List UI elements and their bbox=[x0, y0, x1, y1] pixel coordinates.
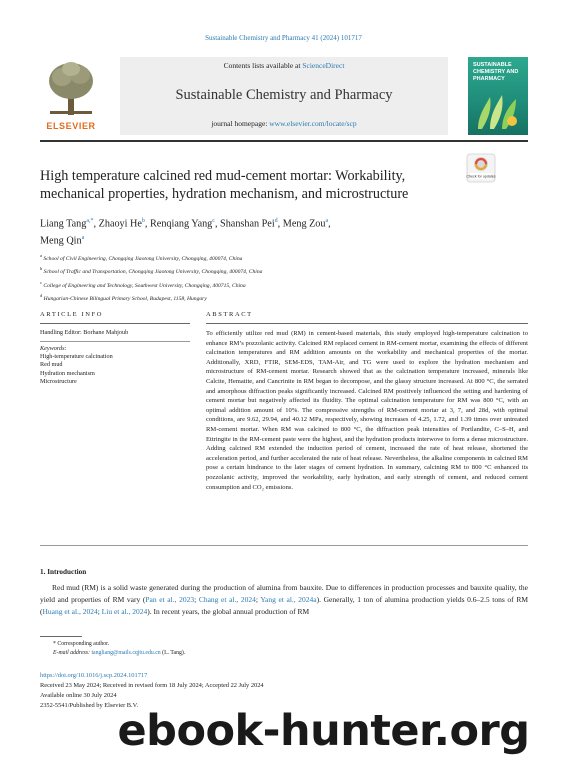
author-list: Liang Tang$^{a,*}$, Zhaoyi He$^b$, Renqiang Yang$^c$, Shanshan Pei$^d$, Meng Zou$^a$, Meng Qin$^a$ bbox=[40, 218, 331, 247]
keyword-list bbox=[40, 353, 113, 387]
footnote-rule bbox=[40, 636, 82, 637]
affiliation-key: a bbox=[40, 253, 42, 258]
intro-text-run: ; bbox=[194, 595, 199, 605]
abstract-heading: ABSTRACT bbox=[206, 311, 253, 318]
affiliation-text: School of Traffic and Transportation, Chongqing Jiaotong University, Chongqing, 400074, China bbox=[43, 269, 263, 276]
citation-link[interactable]: Yang et al., 2024a bbox=[260, 595, 317, 605]
affiliation-item bbox=[40, 278, 520, 291]
email-footnote bbox=[53, 650, 185, 656]
author-affil-marker[interactable]: b bbox=[141, 218, 145, 224]
keyword-item: Microstructure bbox=[40, 378, 77, 386]
keyword-item: Red mud bbox=[40, 361, 63, 369]
affiliation-item bbox=[40, 264, 520, 277]
doi-link[interactable]: https://doi.org/10.1016/j.scp.2024.101717 bbox=[40, 672, 148, 679]
author-affil-marker[interactable]: c bbox=[212, 218, 215, 224]
email-suffix: (L. Tang). bbox=[160, 650, 186, 656]
author-name[interactable]: Liang Tang bbox=[40, 218, 87, 230]
journal-title: Sustainable Chemistry and Pharmacy bbox=[175, 87, 393, 103]
contents-line bbox=[120, 61, 448, 70]
affiliation-text: Hungarian-Chinese Bilingual Primary School, Budapest, 1158, Hungary bbox=[43, 295, 207, 302]
affiliation-text: School of Civil Engineering, Chongqing Jiaotong University, Chongqing, 400074, China bbox=[43, 255, 243, 262]
keyword-item: High-temperature calcination bbox=[40, 353, 113, 360]
author-name[interactable]: Meng Zou bbox=[282, 218, 326, 230]
affiliation-list bbox=[40, 251, 520, 304]
citation-link[interactable]: Liu et al., 2024 bbox=[101, 607, 148, 617]
journal-cover-thumbnail[interactable] bbox=[468, 57, 528, 135]
intro-text-run: ). Generally, 1 ton of alumina production yields 0.6–2.5 tons of RM ( bbox=[40, 595, 528, 617]
elsevier-logo[interactable] bbox=[40, 61, 102, 133]
affiliation-text: College of Engineering and Technology, Southwest University, Chongqing, 400715, China bbox=[43, 282, 246, 289]
affiliation-item bbox=[40, 251, 520, 264]
abstract-body: To efficiently utilize red mud (RM) in cement-based materials, this study employed high-temperature calcination to enhance RM’s pozzolanic activity. Calcined RM replaced cement in RM-cement mortar, examining the effects of different calcination temperatures and RM addition amounts on the workability and mechanical properties of the mortar. Additionally, XRD, FTIR, SEM-EDS, TAM-Air, and TG were used to explore the hydration mechanism and microstructure of RM-cement mortar. Research showed that as the calcination temperature increased, minerals like Calcite, Hematite, and Cancrinite in RM began to decompose, and the glassy structure increased. At 800 °C, the serrated and amorphous diffraction peaks significantly increased. Calcined RM positively influenced the setting and hardening of cement mortar but negatively affected its fluidity. The optimal calcination temperature for RM was 800 °C, with an optimal addition amount of 10%. The compressive strengths of RM-cement mortar at 3, 7, and 28d, with optimal conditions, are 9.62, 29.94, and 40.12 MPa, respectively, showing increases of 4.25, 1.72, and 1.39 times over untreated RM-cement mortar. When RM was calcined to 800 °C, the diffraction peak intensities of Portlandite, C–S–H, and Ettringite in the RM-cement paste were the highest, and the hydration products interwove to form a dense microstructure. Adding calcined RM extended the induction period of cement, increased the rate of heat release, shortened the acceleration period, and further accelerated the rate of heat release. Nevertheless, the alkaline components in calcined RM pose a certain hindrance to the later stages of cement hydration. In summary, calcining RM to 800 °C enhanced its pozzolanic activity, improved the workability, early hydration, and early strength of cement, and reduced cement consumption and CO₂ emissions. bbox=[206, 330, 528, 491]
author-affil-marker[interactable]: a bbox=[81, 235, 85, 242]
author-name[interactable]: Renqiang Yang bbox=[150, 218, 213, 230]
journal-masthead bbox=[120, 57, 448, 135]
article-info-rule bbox=[40, 323, 190, 324]
intro-text-run: ). In recent years, the global annual production of RM bbox=[147, 607, 310, 617]
author-name[interactable]: Shanshan Pei bbox=[220, 218, 275, 230]
handling-editor: Handling Editor: Borhane Mahjoub bbox=[40, 329, 129, 336]
available-online-date: Available online 30 July 2024 bbox=[40, 692, 117, 699]
author-name[interactable]: Zhaoyi He bbox=[98, 218, 142, 230]
author-email-link[interactable]: tangliang@mails.cqjtu.edu.cn bbox=[91, 650, 161, 656]
author-name[interactable]: Meng Qin bbox=[40, 235, 82, 247]
sciencedirect-link[interactable]: ScienceDirect bbox=[302, 61, 345, 70]
affiliation-key: c bbox=[40, 279, 42, 285]
author-affil-marker[interactable]: d bbox=[274, 218, 278, 224]
author-affil-marker[interactable]: a,* bbox=[86, 218, 94, 224]
citation-link[interactable]: Pan et al., 2023 bbox=[145, 595, 195, 605]
cover-title: SUSTAINABLE CHEMISTRY AND PHARMACY bbox=[473, 62, 519, 82]
abstract-rule bbox=[206, 323, 528, 324]
header-rule bbox=[40, 140, 528, 142]
handling-editor-rule bbox=[40, 341, 190, 342]
homepage-prefix: journal homepage: bbox=[211, 119, 270, 128]
check-for-updates-label: Check for updates bbox=[466, 174, 496, 179]
corresponding-author-note: * Corresponding author. bbox=[53, 641, 110, 647]
check-for-updates-icon bbox=[466, 153, 496, 183]
elsevier-tree-icon bbox=[46, 61, 96, 117]
journal-citation-link[interactable]: Sustainable Chemistry and Pharmacy 41 (2024) 101717 bbox=[205, 34, 362, 42]
article-title: High temperature calcined red mud-cement mortar: Workability, mechanical properties, hydration mechanism, and microstructure bbox=[40, 168, 409, 202]
homepage-line bbox=[120, 119, 448, 128]
watermark-text: ebook-hunter.org bbox=[117, 706, 530, 756]
article-info-heading: ARTICLE INFO bbox=[40, 311, 104, 318]
keyword-item: Hydration mechanism bbox=[40, 369, 95, 377]
citation-link[interactable]: Huang et al., 2024 bbox=[42, 607, 98, 617]
issn-copyright: 2352-5541/Published by Elsevier B.V. bbox=[40, 702, 139, 709]
contents-prefix: Contents lists available at bbox=[223, 61, 303, 70]
affiliation-item bbox=[40, 291, 520, 304]
email-label: E-mail address: bbox=[53, 650, 92, 656]
citation-link[interactable]: Chang et al., 2024 bbox=[198, 595, 256, 605]
received-dates: Received 23 May 2024; Received in revised form 18 July 2024; Accepted 22 July 2024 bbox=[40, 682, 264, 689]
affiliation-key: b bbox=[40, 266, 43, 272]
affiliation-key: d bbox=[40, 293, 43, 299]
check-for-updates-badge[interactable] bbox=[466, 153, 496, 183]
keywords-label: Keywords: bbox=[40, 345, 67, 352]
journal-banner bbox=[40, 57, 528, 135]
introduction-paragraph bbox=[40, 582, 528, 619]
journal-homepage-link[interactable]: www.elsevier.com/locate/scp bbox=[269, 119, 357, 128]
cover-leaves-icon bbox=[472, 91, 524, 129]
intro-text-run: Red mud (RM) is a solid waste generated during the production of alumina from bauxite. Due to differences in production processes and bauxite quality, the yield and properties of RM vary ( bbox=[40, 583, 528, 605]
introduction-heading: 1. Introduction bbox=[40, 568, 87, 576]
intro-text-run: ; bbox=[255, 595, 261, 605]
author-affil-marker[interactable]: a bbox=[325, 218, 329, 224]
elsevier-wordmark: ELSEVIER bbox=[46, 121, 96, 131]
abstract-bottom-rule bbox=[40, 545, 528, 546]
intro-text-run: ; bbox=[97, 607, 102, 617]
